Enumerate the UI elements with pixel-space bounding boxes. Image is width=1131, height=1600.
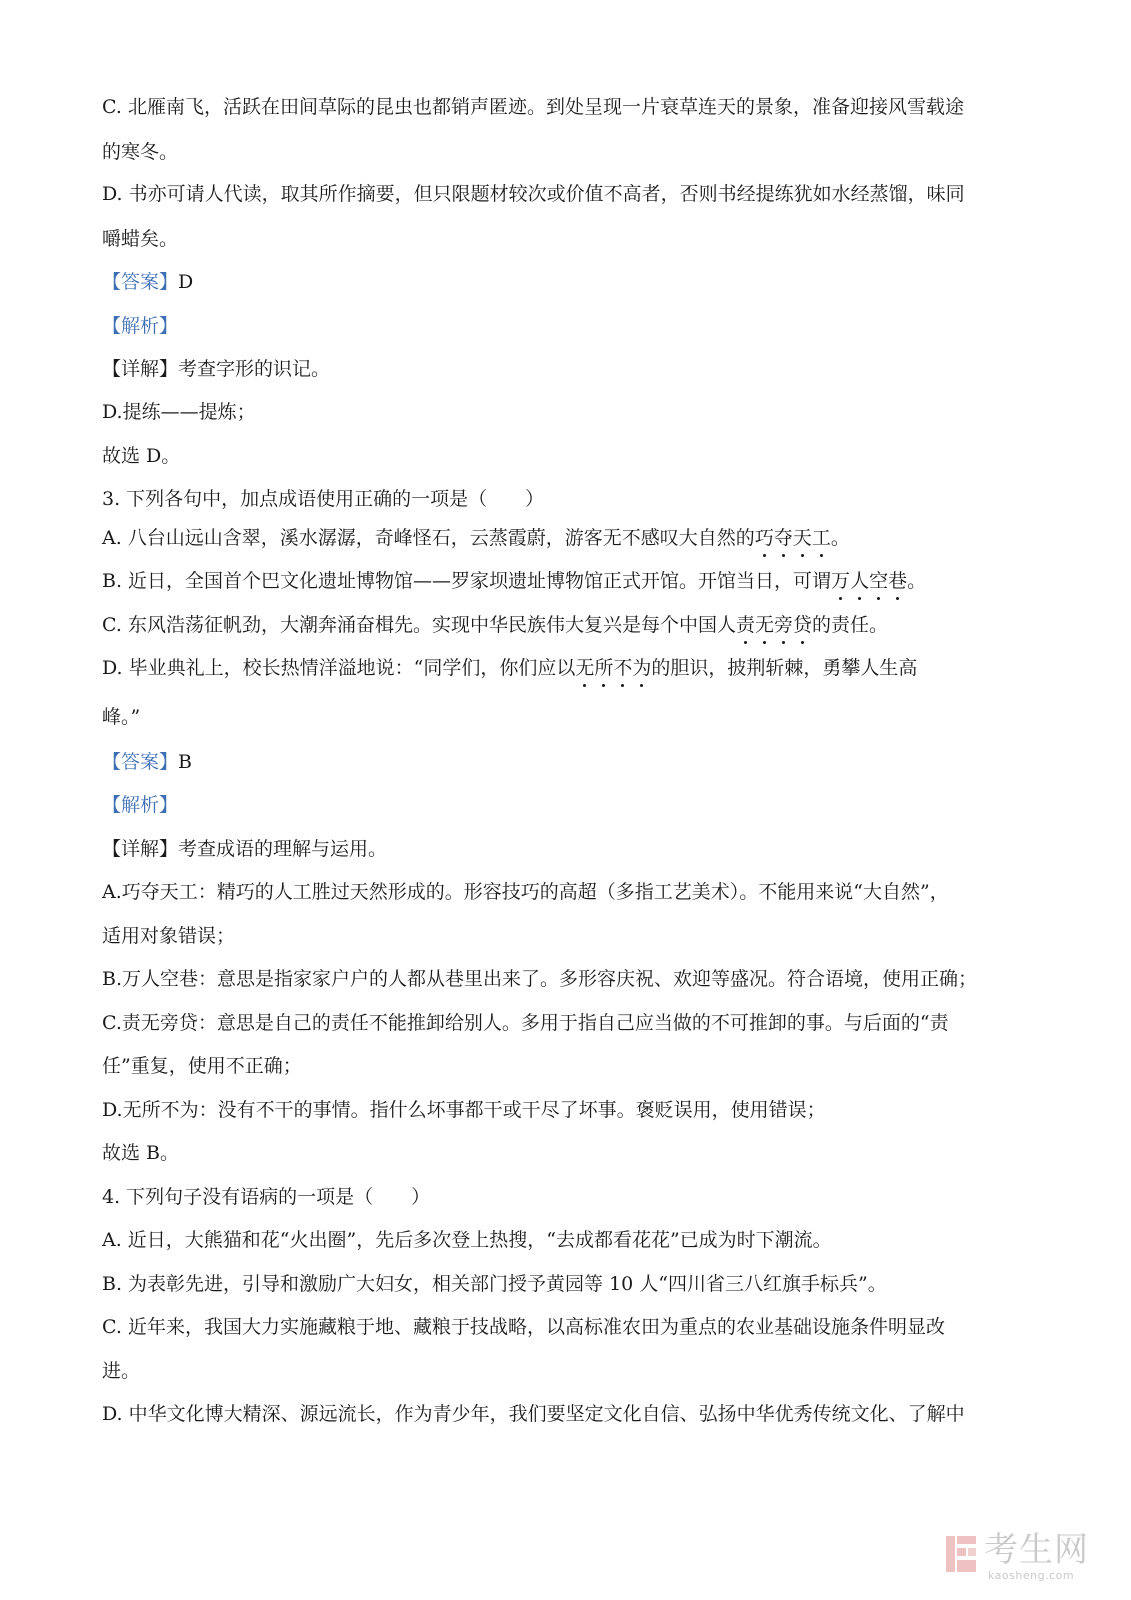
dotted-char: 巧 [754, 527, 774, 549]
q3-option-d-line1 [102, 656, 1002, 680]
q3-detail: 【详解】考查成语的理解与运用。 [102, 838, 388, 860]
q4-option-a: A. 近日，大熊猫和花“火出圈”，先后多次登上热搜，“去成都看花花”已成为时下潮流。 [102, 1229, 832, 1251]
q4-option-c-line1: C. 近年来，我国大力实施藏粮于地、藏粮于技战略，以高标准农田为重点的农业基础设施条件明显改 [102, 1316, 945, 1338]
option-text: B. 近日，全国首个巴文化遗址博物馆——罗家坝遗址博物馆正式开馆。开馆当日，可谓 [102, 570, 832, 592]
answer-label: 【答案】 [102, 751, 179, 773]
q2-detail: 【详解】考查字形的识记。 [102, 358, 331, 380]
option-text: D. 毕业典礼上，校长热情洋溢地说：“同学们，你们应以 [102, 657, 576, 679]
watermark-url: kaosheng.com [988, 1569, 1075, 1582]
q2-detail-d: D.提练——提炼； [102, 401, 256, 423]
option-text-end: 。 [907, 570, 927, 592]
q2-option-c-line2: 的寒冬。 [102, 141, 179, 163]
answer-value: B [178, 751, 192, 773]
dotted-char: 所 [594, 657, 614, 679]
q4-option-c-line2: 进。 [102, 1360, 141, 1382]
watermark-text: 考生网 [984, 1530, 1089, 1570]
option-text-end: 的责任。 [812, 614, 889, 636]
option-text-end: 。 [830, 527, 850, 549]
q3-analysis-label [102, 793, 1002, 817]
kaosheng-logo-icon [944, 1532, 978, 1576]
option-text: A. 八台山远山含翠，溪水潺潺，奇峰怪石，云蒸霞蔚，游客无不感叹大自然的 [102, 527, 755, 549]
q3-option-c [102, 613, 1002, 637]
q2-conclusion: 故选 D。 [102, 445, 181, 467]
q2-analysis-label [102, 314, 1002, 338]
analysis-label: 【解析】 [102, 315, 179, 337]
q3-detail-a-line1: A.巧夺天工：精巧的人工胜过天然形成的。形容技巧的高超（多指工艺美术）。不能用来说“大自然”， [102, 881, 949, 903]
q3-conclusion: 故选 B。 [102, 1142, 180, 1164]
analysis-label: 【解析】 [102, 794, 179, 816]
q3-stem: 3. 下列各句中，加点成语使用正确的一项是（ ） [102, 488, 545, 510]
q4-option-d-line1: D. 中华文化博大精深、源远流长，作为青少年，我们要坚定文化自信、弘扬中华优秀传统文化、了解中 [102, 1403, 965, 1425]
q2-option-d-line2: 嚼蜡矣。 [102, 228, 179, 250]
q3-option-a [102, 526, 1002, 550]
q3-option-d-line2: 峰。” [102, 706, 141, 728]
option-text-end: 的胆识，披荆斩棘，勇攀人生高 [651, 657, 918, 679]
q4-stem: 4. 下列句子没有语病的一项是（ ） [102, 1186, 431, 1208]
q4-option-b: B. 为表彰先进，引导和激励广大妇女，相关部门授予黄园等 10 人“四川省三八红旗手标兵”。 [102, 1273, 887, 1295]
dotted-char: 天 [792, 527, 812, 549]
dotted-char: 无 [575, 657, 595, 679]
q2-answer [102, 270, 1002, 294]
watermark [944, 1530, 1124, 1590]
q3-answer [102, 750, 1002, 774]
q3-detail-a-line2: 适用对象错误； [102, 925, 236, 947]
q3-detail-c-line2: 任”重复，使用不正确； [102, 1055, 302, 1077]
dotted-char: 为 [632, 657, 652, 679]
q2-option-c-line1: C. 北雁南飞，活跃在田间草际的昆虫也都销声匿迹。到处呈现一片衰草连天的景象，准备迎接风雪载途 [102, 96, 964, 118]
dotted-char: 不 [613, 657, 633, 679]
option-text: C. 东风浩荡征帆劲，大潮奔涌奋楫先。实现中华民族伟大复兴是每个中国人 [102, 614, 736, 636]
dotted-char: 巷 [888, 570, 908, 592]
q3-detail-b: B.万人空巷：意思是指家家户户的人都从巷里出来了。多形容庆祝、欢迎等盛况。符合语境，使用正确； [102, 968, 978, 990]
q3-detail-d: D.无所不为：没有不干的事情。指什么坏事都干或干尽了坏事。褒贬误用，使用错误； [102, 1099, 826, 1121]
dotted-char: 万 [831, 570, 851, 592]
dotted-char: 无 [754, 614, 774, 636]
q2-option-d-line1: D. 书亦可请人代读，取其所作摘要，但只限题材较次或价值不高者，否则书经提练犹如水经蒸馏，味同 [102, 183, 965, 205]
dotted-char: 责 [735, 614, 755, 636]
dotted-char: 工 [811, 527, 831, 549]
dotted-char: 夺 [773, 527, 793, 549]
dotted-char: 旁 [773, 614, 793, 636]
q3-option-b [102, 569, 1002, 593]
q3-detail-c-line1: C.责无旁贷：意思是自己的责任不能推卸给别人。多用于指自己应当做的不可推卸的事。与后面的“责 [102, 1012, 949, 1034]
answer-value: D [178, 271, 194, 293]
dotted-char: 空 [869, 570, 889, 592]
dotted-char: 贷 [793, 614, 813, 636]
answer-label: 【答案】 [102, 271, 179, 293]
dotted-char: 人 [850, 570, 870, 592]
